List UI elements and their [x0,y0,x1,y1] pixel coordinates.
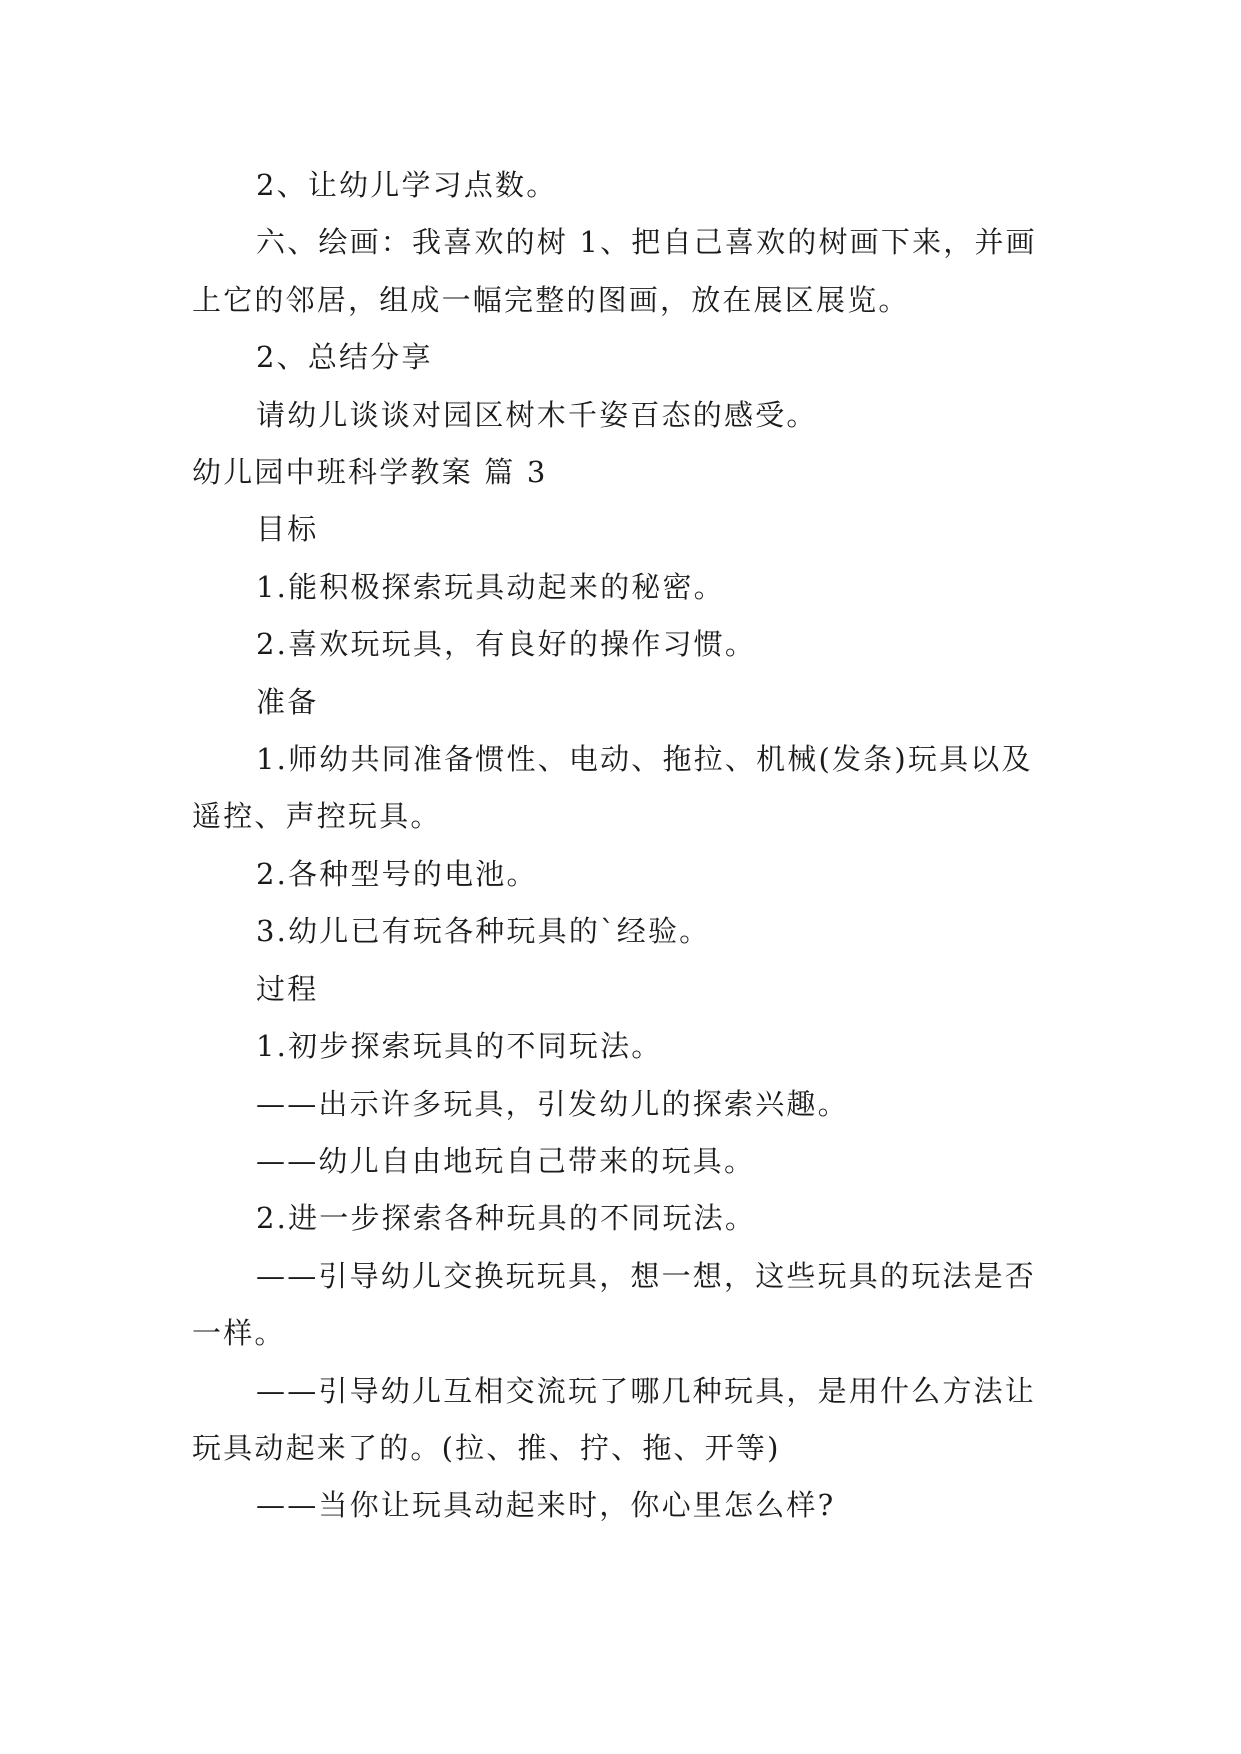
paragraph-process-1a: ——出示许多玩具，引发幼儿的探索兴趣。 [256,1086,849,1121]
paragraph-process-2a: ——引导幼儿交换玩玩具，想一想，这些玩具的玩法是否一样。 [192,1258,1037,1351]
paragraph-prep-3: 3.幼儿已有玩各种玩具的`经验。 [256,914,711,949]
subheading-preparation: 准备 [256,684,319,719]
paragraph-process-2c: ——当你让玩具动起来时，你心里怎么样? [256,1488,836,1523]
subheading-process: 过程 [256,971,319,1006]
subheading-goals: 目标 [256,512,319,547]
paragraph-prep-2: 2.各种型号的电池。 [256,856,538,891]
paragraph-prep-1: 1.师幼共同准备惯性、电动、拖拉、机械(发条)玩具以及遥控、声控玩具。 [192,742,1033,834]
section-heading: 幼儿园中班科学教案 篇 3 [192,455,548,490]
paragraph-goal-1: 1.能积极探索玩具动起来的秘密。 [256,569,725,604]
paragraph-process-2b: ——引导幼儿互相交流玩了哪几种玩具，是用什么方法让玩具动起来了的。(拉、推、拧、拖、开等) [192,1373,1037,1465]
document-body [192,157,1050,1535]
paragraph-children-feelings: 请幼儿谈谈对园区树木千姿百态的感受。 [256,397,818,432]
paragraph-goal-2: 2.喜欢玩玩具，有良好的操作习惯。 [256,627,757,662]
paragraph-process-1: 1.初步探索玩具的不同玩法。 [256,1029,663,1064]
paragraph-process-1b: ——幼儿自由地玩自己带来的玩具。 [256,1143,756,1178]
paragraph-process-2: 2.进一步探索各种玩具的不同玩法。 [256,1201,757,1236]
paragraph-step-2-counting: 2、让幼儿学习点数。 [256,168,558,202]
paragraph-summary-share: 2、总结分享 [256,340,433,375]
paragraph-drawing-tree: 六、绘画：我喜欢的树 1、把自己喜欢的树画下来，并画上它的邻居，组成一幅完整的图画，放在展区展览。 [192,225,1037,317]
